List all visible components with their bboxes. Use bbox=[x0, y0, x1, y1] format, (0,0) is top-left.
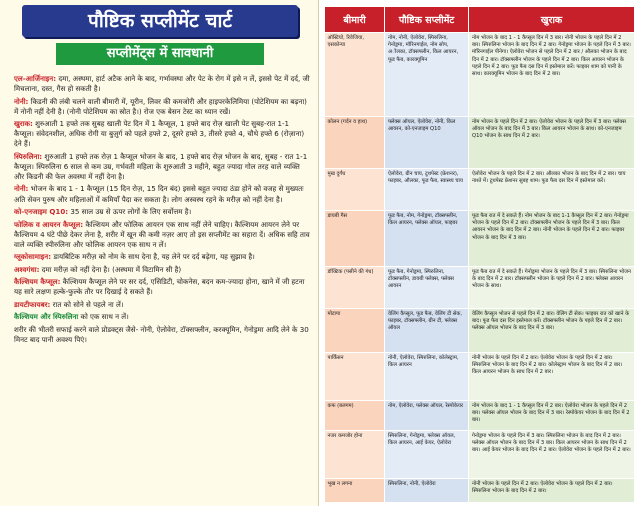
precaution-paragraph bbox=[14, 119, 310, 149]
precaution-label: स्पिरुलिना: bbox=[14, 151, 43, 161]
disease-cell: मोटापा bbox=[325, 309, 385, 353]
precaution-label: नोनी: bbox=[14, 96, 29, 106]
precaution-text: किडनी की लंबी चलने वाली बीमारी में, यूरीन, लिवर की कमजोरी और हाइपरकेलिमिया (पोटेशियम का बढ़ना) में नोनी नहीं देनी है। (नोनी पोटेशियम का स्रोत है।) रोज एक बेसन टेस्ट का ध्यान रखें। bbox=[14, 96, 307, 116]
disease-cell: डॉक्टिक (पसीने की गंध) bbox=[325, 267, 385, 309]
precaution-label: अश्वगंधा: bbox=[14, 264, 40, 274]
precaution-label: ग्लूकोसामाइन: bbox=[14, 252, 52, 262]
precaution-label: एल-आर्जिनाइन: bbox=[14, 74, 57, 83]
supplement-cell: नोनी, ऐलोवेरा, स्पिरुलिना, कोलेस्ट्राम, किल आयरन bbox=[385, 353, 469, 401]
precaution-paragraph bbox=[14, 74, 310, 94]
dosage-cell: नोनी भोजन के पहले दिन में 2 बार। ऐलोवेरा भोजन के पहले दिन में 2 बार। स्पिरुलिना भोजन के बाद दिन में 2 बार। कोलेस्ट्राम भोजन के बाद दिन में 2 बार। किल आयरन भोजन के साथ दिन में 2 बार। bbox=[469, 353, 635, 401]
precaution-label: को-एनजाइम Q10: bbox=[14, 207, 69, 217]
dosage-cell: ऐलोवेरा भोजन के पहले दिन में 2 बार। औलका भोजन के बाद दिन में 2 बार। चाय नाश्ते में। टूथपेस्ट फ्रेशनर सुबह शाम। फूड फैब दस दिन में इस्तेमाल करें। bbox=[469, 169, 635, 211]
supplement-cell: फूड फैब, गेनोड्रमा, स्पिरुलिना, टॉक्सफ्लीन, डायबी फ्लेक्स, फ्लेक्स आयरन bbox=[385, 267, 469, 309]
table-row bbox=[325, 267, 635, 309]
table-row bbox=[325, 431, 635, 479]
supplement-cell: नोम, नोनी, ऐलोवेरा, स्पिरुलिना, गेनोड्रमा, मॉरिनगाईल, नोम सोप, अौलका, टॉक्सफ्लीन, किल आयरन, फूड फैब, कारक्यूमिन bbox=[385, 33, 469, 117]
supplement-cell: फ्लेक्स ऑयल, ऐलोवेरा, नोनी, किल आयरन, को-एनजाइम Q10 bbox=[385, 117, 469, 169]
table-header-row bbox=[325, 7, 635, 33]
disease-cell: नजर कमजोर होना bbox=[325, 431, 385, 479]
precaution-paragraph bbox=[14, 277, 310, 297]
precaution-paragraph bbox=[14, 325, 310, 345]
page-title: पौष्टिक सप्लीमेंट चार्ट bbox=[22, 5, 298, 37]
table-row bbox=[325, 353, 635, 401]
dosage-cell: गेनोड्रमा भोजन के पहले दिन में 3 बार। स्पिरुलिना भोजन के बाद दिन में 2 बार। फ्लेक्स ऑयल भोजन के बाद दिन में 3 बार। किल आयरन भोजन के साथ दिन में 2 बार। आई केयर भोजन के बाद दिन में 2 बार। ऐलोवेरा भोजन के पहले दिन में 2 बार। bbox=[469, 431, 635, 479]
precaution-paragraph bbox=[14, 312, 310, 322]
precaution-label: खुराक: bbox=[14, 119, 33, 129]
precautions-text bbox=[14, 74, 310, 502]
precaution-text: शुरुआती 1 हफ्ते तक सुबह खाली पेट दिन में 1 कैप्सूल, 1 हफ्ते बाद रोज़ खाली पेट सुबह-रात 1-1 कैप्सूल। संवेदनशील, अधिक रोगी या बुज़ुर्ग को पहले हफ्ते 2, दूसरे हफ्ते 3, तीसरे हफ्ते 4, चौथे हफ्ते 6 (रोज़ाना) देने हैं। bbox=[14, 119, 305, 149]
supplement-cell: वेलिंग कैप्सूल, फूड फैब, वेलिंग टी सेक, फाइबर, टॉक्सफ्लीन, ग्रीन टी, फ्लेक्स ऑयल bbox=[385, 309, 469, 353]
page-subtitle: सप्लीमेंट्स में सावधानी bbox=[56, 43, 264, 65]
precaution-label: नोनी: bbox=[14, 184, 29, 194]
disease-cell: डायबी गैस bbox=[325, 211, 385, 267]
precaution-paragraph bbox=[14, 152, 310, 182]
dosage-cell: नोम भोजन के पहले दिन में 2 बार। ऐलोवेरा भोजन के पहले दिन में 3 बार। फ्लेक्स ऑयल भोजन के बाद दिन में 3 बार। किल आयरन भोजन के साथ। को-एनजाइम Q10 भोजन के साथ दिन में 2 बार। bbox=[469, 117, 635, 169]
header-disease: बीमारी bbox=[325, 7, 385, 33]
precaution-label: कैल्शियम कैप्सूल: bbox=[14, 277, 61, 287]
disease-cell: मुख दुर्गंध bbox=[325, 169, 385, 211]
precaution-text: 35 साल उम्र से ऊपर लोगों के लिए सर्वोत्तम है। bbox=[68, 207, 192, 217]
supplement-cell: नोम, ऐलोवेरा, फ्लेक्स ऑयल, रेस्पोकेयर bbox=[385, 401, 469, 431]
precaution-text: भोजन के बाद 1 - 1 कैप्सूल (15 दिन रोज़, 15 दिन बंद) इससे बहुत ज्यादा ठंडा होने को वजह से मुख्यतः अति सेवन पुरुष और महिलाओं में कमियाँ पैदा कर सकता है। लोग अस्वस्थ रहने के मरीज़ को नहीं देना है। bbox=[14, 184, 304, 204]
table-row bbox=[325, 309, 635, 353]
header-supplement: पौष्टिक सप्लीमेंट bbox=[385, 7, 469, 33]
disease-cell: कफ (बलगम) bbox=[325, 401, 385, 431]
precaution-label: कैल्शियम और स्पिरुलिना bbox=[14, 312, 79, 322]
table-row bbox=[325, 169, 635, 211]
precaution-paragraph bbox=[14, 252, 310, 262]
precaution-paragraph bbox=[14, 220, 310, 250]
disease-cell: कोलन (गर्दन व हाथ) bbox=[325, 117, 385, 169]
supplement-cell: फूड फैब, नोम, गेनोड्रमा, टॉक्सफ्लीन, किल आयरन, फ्लेक्स ऑयल, फाइबर bbox=[385, 211, 469, 267]
precaution-text: दमा, अस्थमा, हार्ट अटैक आने के बाद, गर्भावस्था और पेट के रोग में इसे न लें, इससे पेट में दर्द, जी मिचलाना, दस्त, गैस हो सकती है। bbox=[14, 74, 310, 94]
table-row bbox=[325, 33, 635, 117]
disease-cell: भूख न लगना bbox=[325, 479, 385, 503]
precaution-text: को एक साथ न लें। bbox=[78, 312, 129, 322]
precaution-paragraph bbox=[14, 207, 310, 217]
precaution-text: रात को सोने से पहले ना लें। bbox=[50, 299, 124, 309]
table-row bbox=[325, 211, 635, 267]
precaution-text: डायबिटिक मरीज़ को नोम के साथ देना है, यह लेने पर दर्द बढ़ेगा, यह सुझाव है। bbox=[51, 252, 255, 262]
precaution-paragraph bbox=[14, 265, 310, 275]
supplement-cell: स्पिरुलिना, नोनी, ऐलोवेरा bbox=[385, 479, 469, 503]
precaution-text: कैल्शियम और फोलिक आयरन एक साथ नहीं लेने चाहिए। कैल्शियम आयरन लेने पर कैल्शियम 4 घंटे पीछे देकर लेना है, शरीर में खून की कमी नज़र आए तो इस सप्लीमेंट का सहारा दें। अधिक सहि ताव वाले व्यक्ति स्पीरुलिना और फोलिक आयरन एक साथ न लें। bbox=[14, 219, 310, 249]
precaution-paragraph bbox=[14, 97, 310, 117]
table-body bbox=[325, 33, 635, 503]
precaution-text: कैल्शियम कैप्सूल लेने पर सर दर्द, एसिडिटी, चोकनेस, बदन कम-ज्यादा होना, खाने में जी हटना यह सारे लक्षण हल्के-फुल्के तौर पर दिखाई दे सकते हैं। bbox=[14, 277, 305, 297]
dosage-cell: फूड फैब रात में दे सकते हैं। नोम भोजन के बाद 1-1 कैप्सूल दिन में 2 बार। गेनोड्रमा भोजन के पहले दिन में 2 बार। टॉक्सफ्लीन भोजन के पहले दिन में 3 बार। किल आयरन भोजन के बाद दिन में 2 बार। नोनी भोजन के पहले दिन में 2 बार। फाइबर भोजन के बाद दिन में 3 बार। bbox=[469, 211, 635, 267]
table-row bbox=[325, 479, 635, 503]
precaution-text: दमा मरीज़ को नहीं देना है। (अस्थमा में विटामिन सी है) bbox=[39, 264, 182, 274]
precaution-label: फोलिक व आयरन कैप्सूल: bbox=[14, 219, 84, 229]
header-dosage: खुराक bbox=[469, 7, 635, 33]
disease-cell: ऑस्टियो, रिवेजिया, एसकोन्या bbox=[325, 33, 385, 117]
precaution-paragraph bbox=[14, 300, 310, 310]
dosage-cell: नोनी भोजन के पहले दिन में 2 बार। ऐलोवेरा भोजन के पहले दिन में 2 बार। स्पिरुलिना भोजन के बाद दिन में 2 बार। bbox=[469, 479, 635, 503]
dosage-cell: नोम भोजन के बाद 1 - 1 कैप्सूल दिन में 2 बार। ऐलोवेरा भोजन के पहले दिन में 2 बार। फ्लेक्स ऑयल भोजन के बाद दिन में 3 बार। रेस्पोकेयर भोजन के बाद दिन में 2 बार। bbox=[469, 401, 635, 431]
dosage-cell: फूड फैब रात में दे सकते हैं। गेनोड्रमा भोजन के पहले दिन में 3 बार। स्पिरुलिना भोजन के बाद दिन में 2 बार। टॉक्सफ्लीन भोजन के पहले दिन में 2 बार। फ्लेक्स आयरन भोजन के साथ। bbox=[469, 267, 635, 309]
supplement-chart-table bbox=[324, 6, 634, 502]
disease-cell: पार्किंसन bbox=[325, 353, 385, 401]
supplement-cell: ऐलोवेरा, ग्रीन चाय, टूथपेस्ट (फ्रेशनर), फाइबर, औलका, फूड फैब, स्वास्थ्य चाय bbox=[385, 169, 469, 211]
dosage-cell: नोम भोजन के बाद 1 - 1 कैप्सूल दिन में 3 बार। नोनी भोजन के पहले दिन में 2 बार। स्पिरुलिना भोजन के बाद दिन में 2 बार। गेनोड्रमा भोजन के पहले दिन में 3 बार। मॉरिनगाईल पीनेगा। ऐलोवेरा भोजन से पहले दिन में 2 बार / औलका भोजन के बाद दिन में 2 बार। टॉक्सफ्लीन भोजन के पहले दिन में 2 बार। किल आयरन भोजन के पहले दिन में 2 बार। फूड फैब दस दिन में इस्तेमाल करें। फाइबर शाम को पानी के साथ। कारक्यूमिन भोजन के बाद दिन में 2 बार। bbox=[469, 33, 635, 117]
dosage-cell: वेलिंग कैप्सूल भोजन से पहले दिन में 2 बार। वेलिंग टी सेक। फाइबर रात को खाने के बाद। फूड फैब दस दिन इस्तेमाल करें। टॉक्सफ्लीन भोजन के पहले दिन में 2 बार। फ्लेक्स ऑयल भोजन के बाद दिन में 3 बार। bbox=[469, 309, 635, 353]
right-page bbox=[324, 6, 634, 502]
supplement-cell: स्पिरुलिना, गेनोड्रमा, फ्लेक्स ऑयल, किल आयरन, आई केयर, ऐलोवेरा bbox=[385, 431, 469, 479]
precaution-label: डायटीफायबर: bbox=[14, 299, 51, 309]
table-row bbox=[325, 401, 635, 431]
table-row bbox=[325, 117, 635, 169]
precaution-text: शुरुआती 1 हफ्ते तक रोज़ 1 कैप्सूल भोजन के बाद, 1 हफ्ते बाद रोज़ भोजन के बाद, सुबह - रात 1-1 कैप्सूल। स्पिरुलिना 6 साल से कम उम्र, गर्भवती महिला के शुरुआती 3 महीने, बहुत ज्यादा गोल तरह वाले व्यक्ति और किडनी की फेल अवस्था में नहीं देना है। bbox=[14, 151, 308, 181]
precaution-paragraph bbox=[14, 184, 310, 204]
precaution-text: शरीर की भीतरी सफाई करने वाले प्रोडक्ट्स जैसे- नोनी, ऐलोवेरा, टॉक्सफ्लीन, करक्यूमिन, गेनोड्रमा आदि लेने के 30 मिनट बाद पानी अवश्य पिएं। bbox=[14, 325, 309, 345]
